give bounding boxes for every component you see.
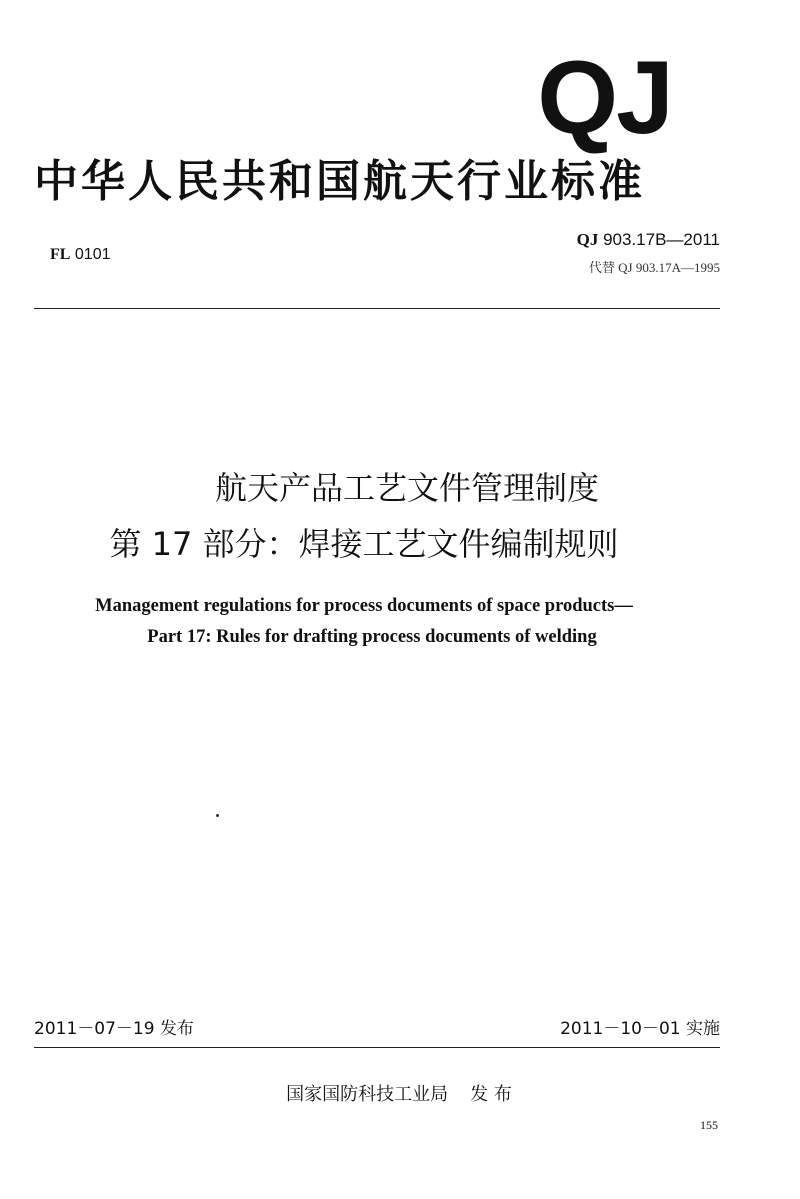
implementation-date — [560, 1014, 720, 1039]
title-en-line-1: Management regulations for process documents of space products— — [95, 596, 633, 616]
title-cn-line-2: 第 17 部分：焊接工艺文件编制规则 — [109, 525, 619, 563]
impl-date-label: 实施 — [686, 1019, 720, 1039]
issue-date-value: 2011－07－19 — [34, 1019, 155, 1039]
organization-title: 中华人民共和国航天行业标准 — [34, 156, 645, 207]
classification-prefix: FL — [50, 246, 71, 263]
standard-prefix: QJ — [576, 230, 599, 249]
publish-label: 发 布 — [470, 1084, 512, 1105]
replaces-prefix: QJ — [618, 260, 633, 275]
issue-date-label: 发布 — [159, 1019, 194, 1039]
publisher-name: 国家国防科技工业局 — [286, 1084, 449, 1105]
footer-divider — [34, 1047, 720, 1048]
scan-speck — [216, 814, 219, 817]
header-divider — [34, 308, 720, 309]
title-en-line-2: Part 17: Rules for drafting process documents of welding — [147, 627, 597, 647]
replaces-standard — [589, 257, 720, 276]
title-cn-line-1: 航天产品工艺文件管理制度 — [214, 469, 599, 507]
impl-date-value: 2011－10－01 — [560, 1019, 681, 1039]
classification-number: 0101 — [74, 246, 111, 263]
standard-code: 903.17B—2011 — [603, 230, 720, 249]
page-number: 155 — [700, 1118, 718, 1132]
replaces-label: 代替 — [588, 260, 615, 275]
standard-category-mark: QJ — [537, 40, 672, 156]
issue-date — [34, 1014, 194, 1039]
classification-code — [50, 246, 111, 264]
standard-number — [577, 230, 720, 250]
replaces-number: 903.17A—1995 — [635, 260, 720, 275]
publisher — [0, 1080, 800, 1106]
